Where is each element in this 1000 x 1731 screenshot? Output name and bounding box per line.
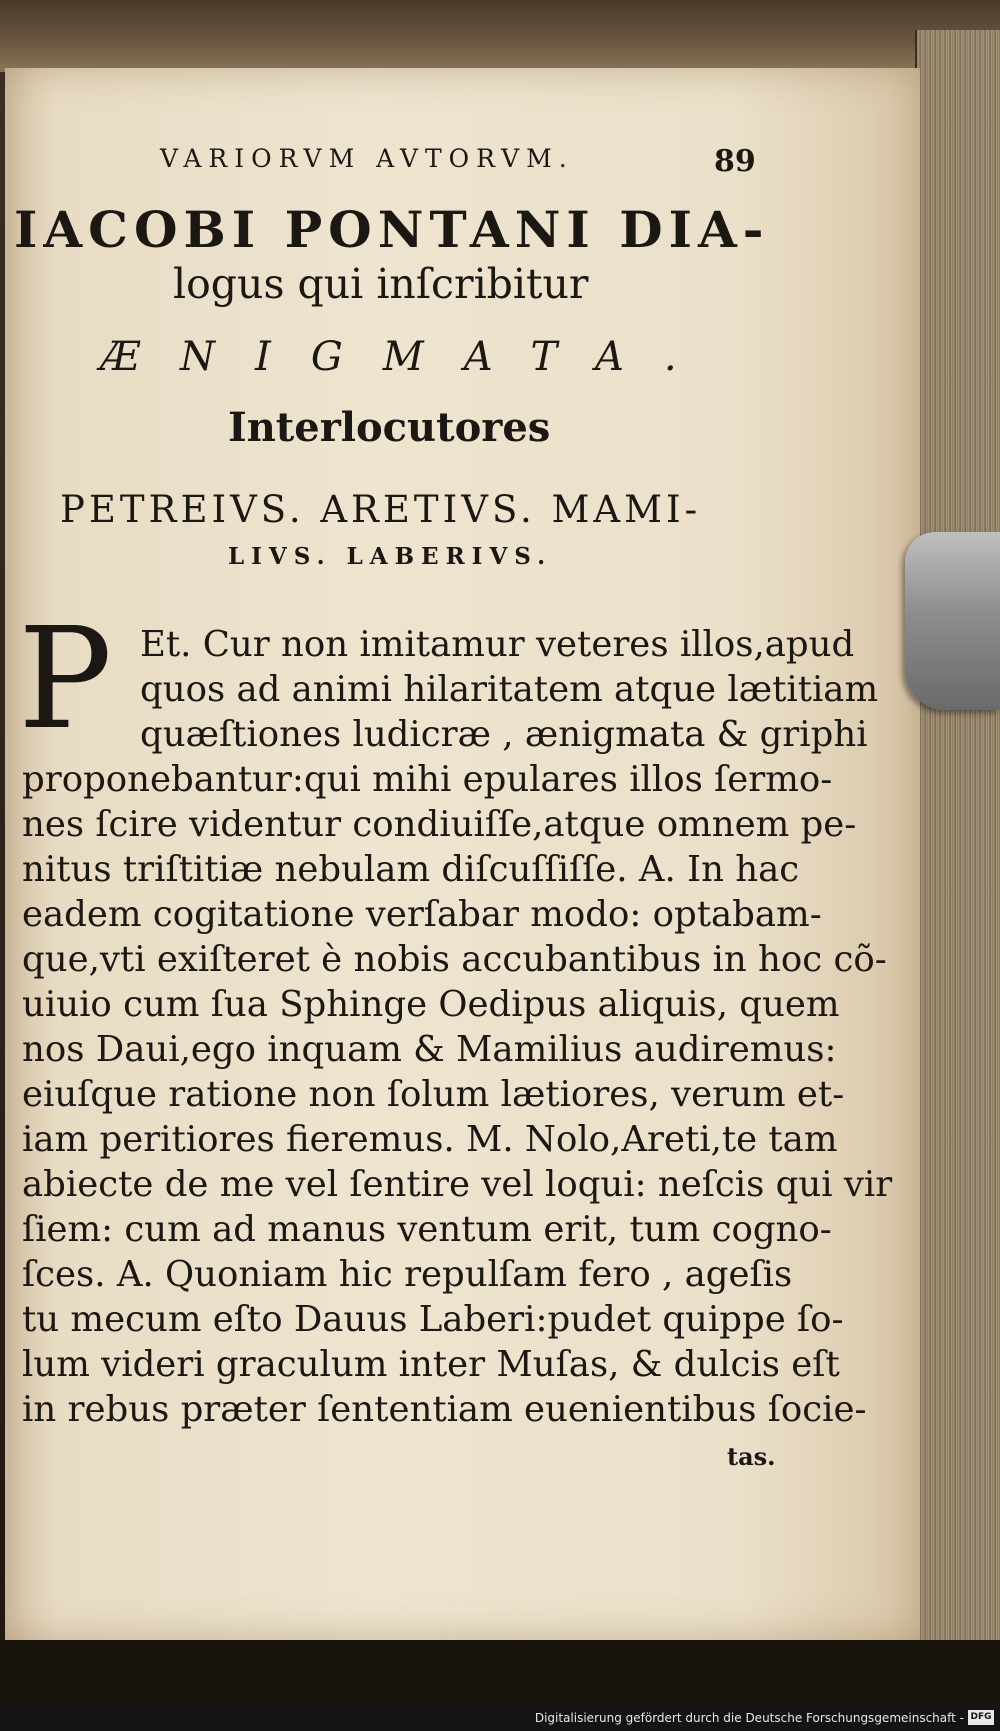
dfg-logo: DFG: [968, 1710, 994, 1725]
body-line: iam peritiores fieremus. M. Nolo,Areti,te tam: [22, 1119, 838, 1160]
body-line: proponebantur:qui mihi epulares illos ſermo-: [22, 759, 833, 800]
body-line: ſces. A. Quoniam hic repulſam fero , ageſis: [22, 1254, 793, 1295]
interlocutores-heading: Interlocutores: [228, 404, 551, 451]
body-line: in rebus præter ſententiam euenientibus ſocie-: [22, 1389, 867, 1430]
title-line-2: logus qui inſcribitur: [173, 260, 589, 308]
body-line: eiuſque ratione non ſolum lætiores, verum et-: [22, 1074, 845, 1115]
drop-cap: P: [18, 598, 113, 761]
book-fore-edge: [915, 30, 1000, 1640]
running-head: VARIORVM AVTORVM.: [160, 144, 574, 173]
page-number: 89: [714, 144, 756, 179]
footer-credit: Digitalisierung gefördert durch die Deutsche Forschungsgemeinschaft -: [534, 1711, 964, 1725]
title-line-3: ÆNIGMATA.: [100, 334, 717, 380]
body-line: uiuio cum ſua Sphinge Oedipus aliquis, quem: [22, 984, 840, 1025]
body-line: lum videri graculum inter Muſas, & dulcis eſt: [22, 1344, 840, 1385]
body-line: tu mecum eſto Dauus Laberi:pudet quippe ſo-: [22, 1299, 844, 1340]
book-top-edge: [0, 0, 1000, 72]
body-line: quæſtiones ludicræ , ænigmata & griphi: [140, 714, 868, 755]
body-line: ſiem: cum ad manus ventum erit, tum cogno-: [22, 1209, 832, 1250]
body-line: eadem cogitatione verſabar modo: optabam-: [22, 894, 822, 935]
body-line: nos Daui,ego inquam & Mamilius audiremus:: [22, 1029, 837, 1070]
body-line: quos ad animi hilaritatem atque lætitiam: [140, 669, 879, 710]
bottom-shadow: [0, 1640, 1000, 1706]
body-line: Et. Cur non imitamur veteres illos,apud: [140, 624, 855, 665]
body-line: nes ſcire videntur condiuiſſe,atque omnem pe-: [22, 804, 857, 845]
speakers-line-2: LIVS. LABERIVS.: [228, 543, 553, 570]
title-line-1: IACOBI PONTANI DIA-: [14, 200, 770, 259]
speakers-line-1: PETREIVS. ARETIVS. MAMI-: [60, 488, 702, 531]
body-line: nitus triſtitiæ nebulam diſcuſſiſſe. A. In hac: [22, 849, 800, 890]
catchword: tas.: [727, 1442, 776, 1471]
page-clip-holder: [905, 532, 1000, 710]
body-line: que,vti exiſteret è nobis accubantibus in hoc cõ-: [22, 939, 887, 980]
body-line: abiecte de me vel ſentire vel loqui: neſcis qui vir: [22, 1164, 893, 1205]
